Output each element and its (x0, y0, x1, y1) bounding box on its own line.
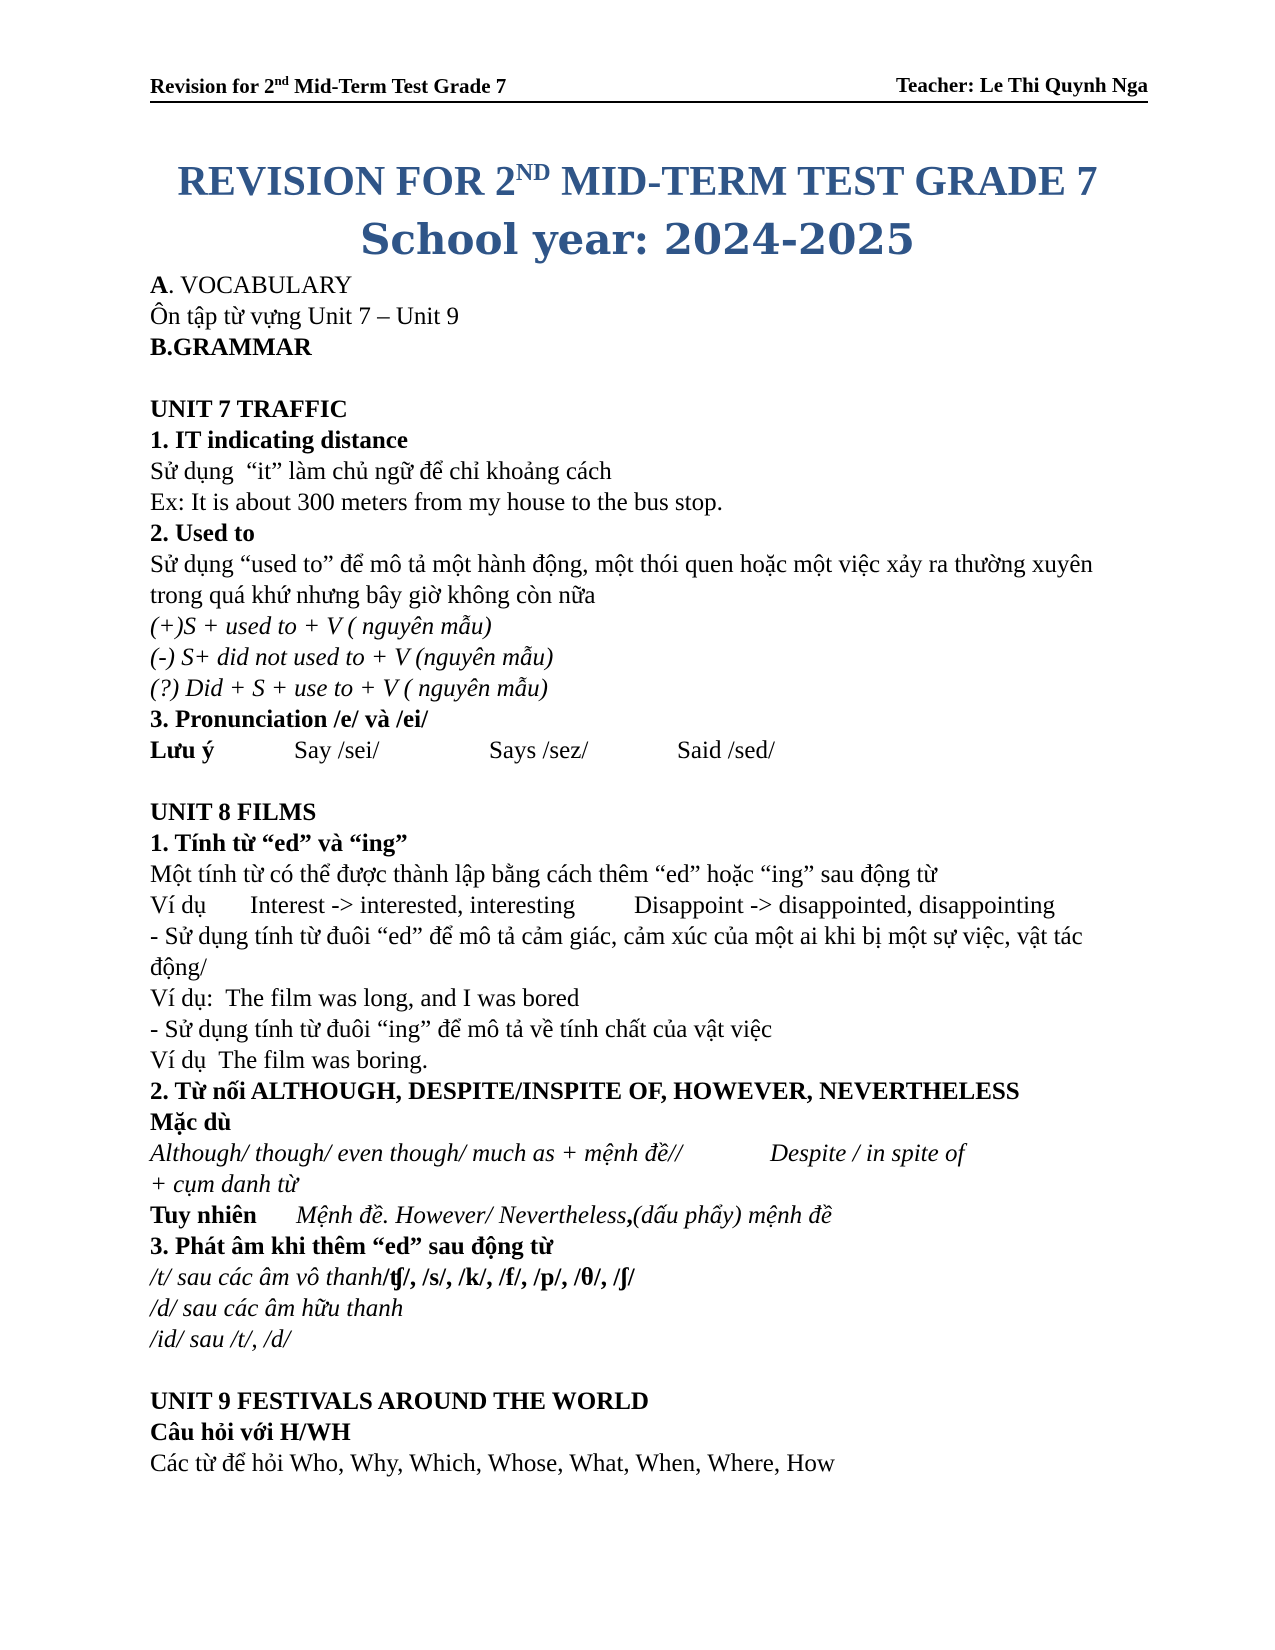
example-disappoint: Disappoint -> disappointed, disappointing (634, 892, 1056, 919)
unit8-p2-however-row (150, 1200, 1130, 1231)
school-year: School year: 2024-2025 (360, 215, 915, 264)
note-label: Lưu ý (150, 737, 215, 764)
however-pattern: Mệnh đề. However/ Nevertheless (296, 1202, 627, 1229)
unit8-ed-rule: - Sử dụng tính từ đuôi “ed” để mô tả cảm giác, cảm xúc của một ai khi bị một sự việc, vật tác động/ (150, 923, 1083, 981)
unit8-p3-id-rule: /id/ sau /t/, /d/ (150, 1326, 291, 1353)
document-title (0, 158, 1275, 206)
section-a-text: Ôn tập từ vựng Unit 7 – Unit 9 (150, 303, 460, 330)
word-said: Said /sed/ (677, 737, 775, 764)
however-pattern-end: (dấu phẩy) mệnh đề (632, 1202, 832, 1229)
section-b-heading: B.GRAMMAR (150, 334, 312, 361)
title-text: REVISION FOR 2 (177, 159, 516, 205)
unit7-p2-text: Sử dụng “used to” để mô tả một hành động, một thói quen hoặc một việc xảy ra thường xuyên trong quá khứ nhưng bây giờ không còn nữa (150, 551, 1093, 609)
header-left-text: Revision for 2 (150, 74, 275, 98)
example-label: Ví dụ (150, 892, 207, 919)
word-say: Say /sei/ (294, 737, 380, 764)
unit9-heading: UNIT 9 FESTIVALS AROUND THE WORLD (150, 1388, 649, 1415)
section-a-heading: A. VOCABULARY (150, 272, 353, 299)
unit8-p2-title: 2. Từ nối ALTHOUGH, DESPITE/INSPITE OF, HOWEVER, NEVERTHELESS (150, 1078, 1020, 1105)
unit8-heading: UNIT 8 FILMS (150, 799, 317, 826)
unit7-formula-positive: (+)S + used to + V ( nguyên mẫu) (150, 613, 492, 640)
unit7-p3-title: 3. Pronunciation /e/ và /ei/ (150, 706, 429, 733)
unit7-formula-negative: (-) S+ did not used to + V (nguyên mẫu) (150, 644, 554, 671)
unit8-p2-noun-phrase: + cụm danh từ (150, 1171, 298, 1198)
example-interest: Interest -> interested, interesting (250, 892, 576, 919)
unit8-ing-rule: - Sử dụng tính từ đuôi “ing” để mô tả về tính chất của vật việc (150, 1016, 773, 1043)
unit7-heading: UNIT 7 TRAFFIC (150, 396, 348, 423)
unit8-ing-example: Ví dụ The film was boring. (150, 1047, 428, 1074)
header-left (150, 73, 506, 99)
title-sup: ND (515, 160, 551, 186)
unit7-p1-text: Sử dụng “it” làm chủ ngữ để chỉ khoảng cách (150, 458, 612, 485)
unit8-p1-text: Một tính từ có thể được thành lập bằng cách thêm “ed” hoặc “ing” sau động từ (150, 861, 937, 888)
unit9-p1-title: Câu hỏi với H/WH (150, 1419, 351, 1446)
t-rule: /t/ sau các âm vô thanh (150, 1264, 383, 1291)
unit8-ed-example: Ví dụ: The film was long, and I was bored (150, 985, 580, 1012)
despite-phrase: Despite / in spite of (770, 1140, 965, 1167)
header-teacher: Teacher: Le Thi Quynh Nga (895, 73, 1148, 97)
page-header (150, 73, 1148, 103)
tuy-nhien-label: Tuy nhiên (150, 1202, 257, 1229)
unit8-p3-title: 3. Phát âm khi thêm “ed” sau động từ (150, 1233, 554, 1260)
word-says: Says /sez/ (489, 737, 589, 764)
unit7-p1-title: 1. IT indicating distance (150, 427, 408, 454)
spacer (150, 766, 1130, 797)
unit7-formula-question: (?) Did + S + use to + V ( nguyên mẫu) (150, 675, 548, 702)
title-text-end: MID-TERM TEST GRADE 7 (550, 159, 1098, 205)
unit8-p2-although-row (150, 1138, 1130, 1169)
section-a-letter: A (150, 272, 169, 299)
unit8-p2-mac-du: Mặc dù (150, 1109, 232, 1136)
unit7-p3-note-row (150, 735, 1130, 766)
unit8-p3-d-rule: /d/ sau các âm hữu thanh (150, 1295, 404, 1322)
unit8-p1-title: 1. Tính từ “ed” và “ing” (150, 830, 408, 857)
unit9-p1-text: Các từ để hỏi Who, Why, Which, Whose, What, When, Where, How (150, 1450, 835, 1477)
unit8-p1-example-row (150, 890, 1130, 921)
spacer (150, 1355, 1130, 1386)
t-sound-list: /ʧ/, /s/, /k/, /f/, /p/, /θ/, /ʃ/ (382, 1264, 635, 1291)
unit7-p2-title: 2. Used to (150, 520, 255, 547)
document-body (150, 270, 1130, 1479)
although-clause: Although/ though/ even though/ much as + mệnh đề// (150, 1140, 683, 1167)
unit7-p1-example: Ex: It is about 300 meters from my house to the bus stop. (150, 489, 723, 516)
header-left-sup: nd (274, 73, 289, 88)
header-left-text-end: Mid-Term Test Grade 7 (288, 74, 507, 98)
unit8-p3-t-row (150, 1262, 1130, 1293)
spacer (150, 363, 1130, 394)
however-comma: , (626, 1202, 633, 1229)
